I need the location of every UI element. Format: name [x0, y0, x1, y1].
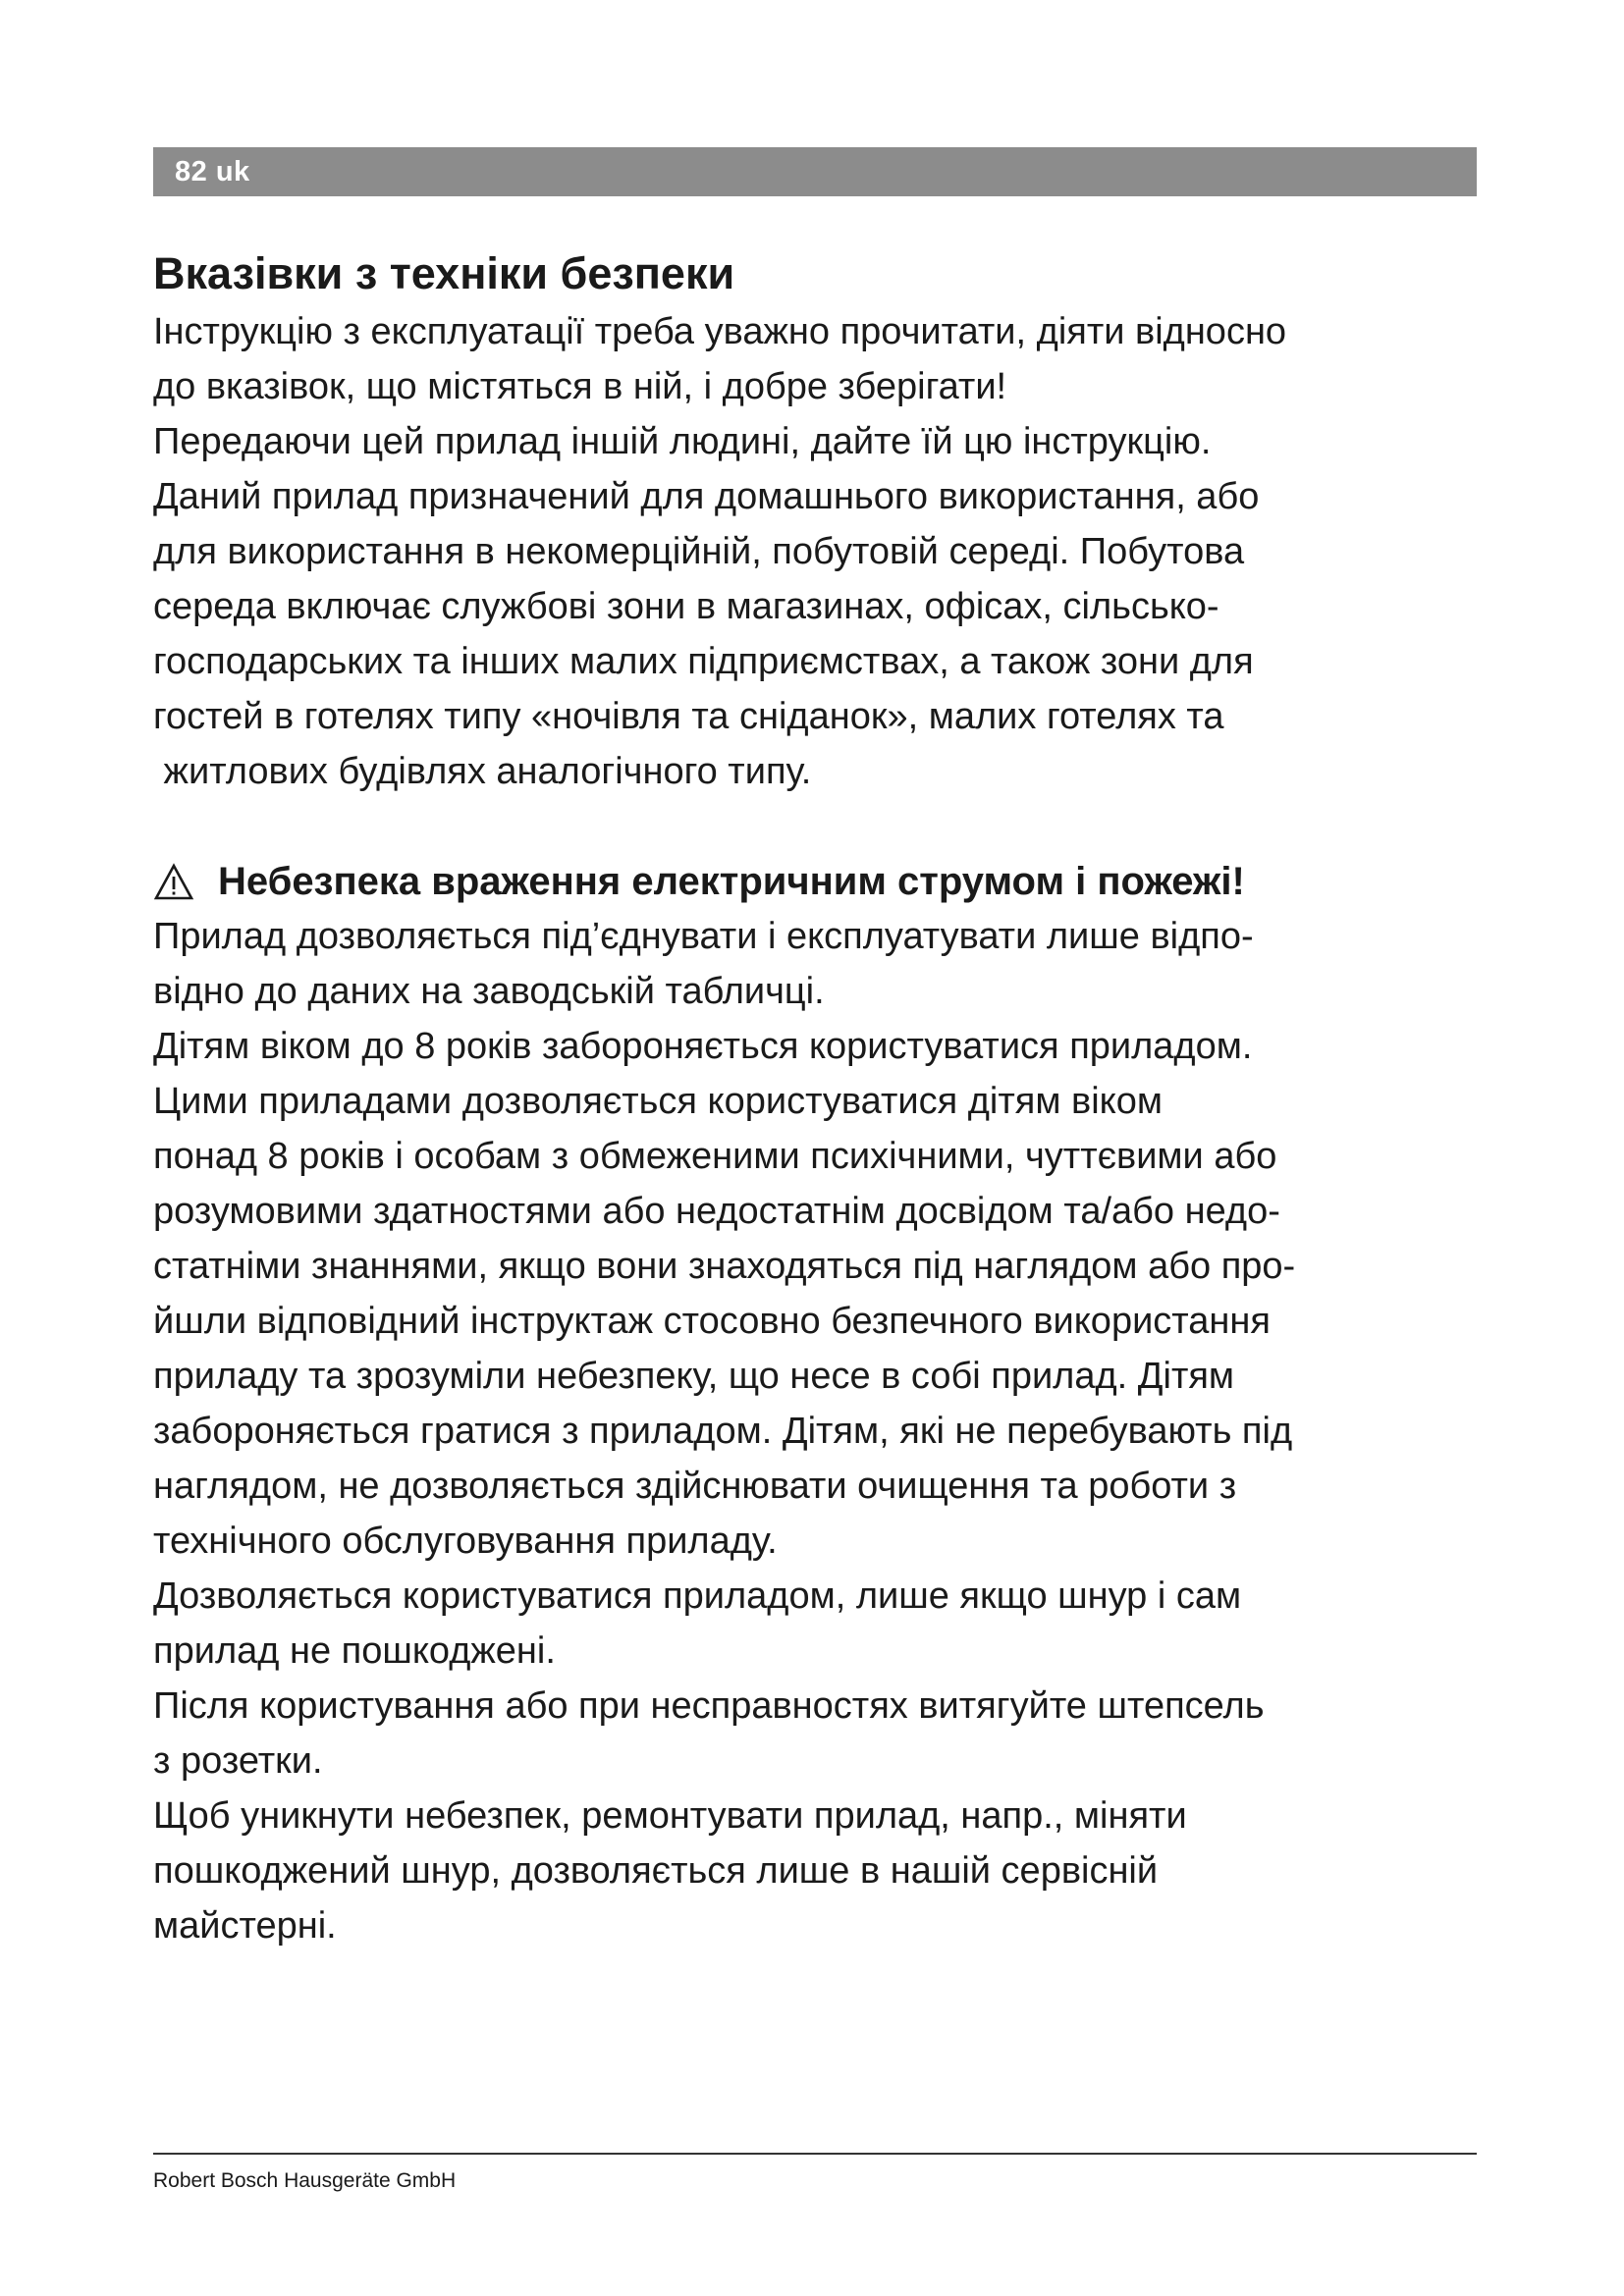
text-line: Даний прилад призначений для домашнього використання, або: [153, 476, 1260, 517]
text-line: Передаючи цей прилад іншій людині, дайте їй цю інструкцію.: [153, 421, 1212, 462]
text-line: технічного обслуговування приладу.: [153, 1521, 778, 1562]
warning-heading: [153, 854, 1489, 909]
text-line: Прилад дозволяється під’єднувати і експлуатувати лише відпо-: [153, 916, 1254, 957]
text-line: Щоб уникнути небезпек, ремонтувати прилад, напр., міняти: [153, 1795, 1187, 1837]
text-line: відно до даних на заводській табличці.: [153, 971, 825, 1012]
page-header-bar: [153, 147, 1477, 196]
footer-divider: [153, 2153, 1477, 2155]
text-line: Цими приладами дозволяється користуватися дітям віком: [153, 1081, 1163, 1122]
page-number-label: 82 uk: [175, 155, 250, 187]
text-line: розумовими здатностями або недостатнім досвідом та/або недо-: [153, 1191, 1280, 1232]
warning-triangle-icon: [153, 862, 194, 901]
text-line: житлових будівлях аналогічного типу.: [153, 751, 812, 792]
warning-heading-text: Небезпека враження електричним струмом і пожежі!: [218, 860, 1245, 903]
text-line: приладу та зрозуміли небезпеку, що несе в собі прилад. Дітям: [153, 1356, 1235, 1397]
text-line: господарських та інших малих підприємствах, а також зони для: [153, 641, 1254, 682]
footer-company: Robert Bosch Hausgeräte GmbH: [153, 2169, 457, 2192]
text-line: Після користування або при несправностях витягуйте штепсель: [153, 1685, 1265, 1727]
text-line: наглядом, не дозволяється здійснювати очищення та роботи з: [153, 1466, 1237, 1507]
intro-paragraph: [153, 304, 1489, 799]
warning-paragraph: [153, 909, 1489, 1953]
text-line: майстерні.: [153, 1905, 337, 1947]
text-line: Інструкцію з експлуатації треба уважно прочитати, діяти відносно: [153, 311, 1287, 352]
text-line: понад 8 років і особам з обмеженими психічними, чуттєвими або: [153, 1136, 1277, 1177]
section-title: Вказівки з техніки безпеки: [153, 248, 735, 298]
text-line: до вказівок, що містяться в ній, і добре зберігати!: [153, 366, 1007, 407]
text-line: статніми знаннями, якщо вони знаходяться під наглядом або про-: [153, 1246, 1296, 1287]
page-content: [153, 243, 1489, 1953]
text-line: йшли відповідний інструктаж стосовно безпечного використання: [153, 1301, 1271, 1342]
text-line: з розетки.: [153, 1740, 323, 1782]
text-line: для використання в некомерційній, побутовій середі. Побутова: [153, 531, 1245, 572]
text-line: пошкоджений шнур, дозволяється лише в нашій сервісній: [153, 1850, 1159, 1892]
text-line: гостей в готелях типу «ночівля та сніданок», малих готелях та: [153, 696, 1224, 737]
text-line: середа включає службові зони в магазинах, офісах, сільсько-: [153, 586, 1219, 627]
text-line: забороняється гратися з приладом. Дітям, які не перебувають під: [153, 1411, 1293, 1452]
text-line: Дітям віком до 8 років забороняється користуватися приладом.: [153, 1026, 1253, 1067]
text-line: Дозволяється користуватися приладом, лише якщо шнур і сам: [153, 1575, 1242, 1617]
section-spacer: [153, 799, 1489, 854]
text-line: прилад не пошкоджені.: [153, 1630, 556, 1672]
